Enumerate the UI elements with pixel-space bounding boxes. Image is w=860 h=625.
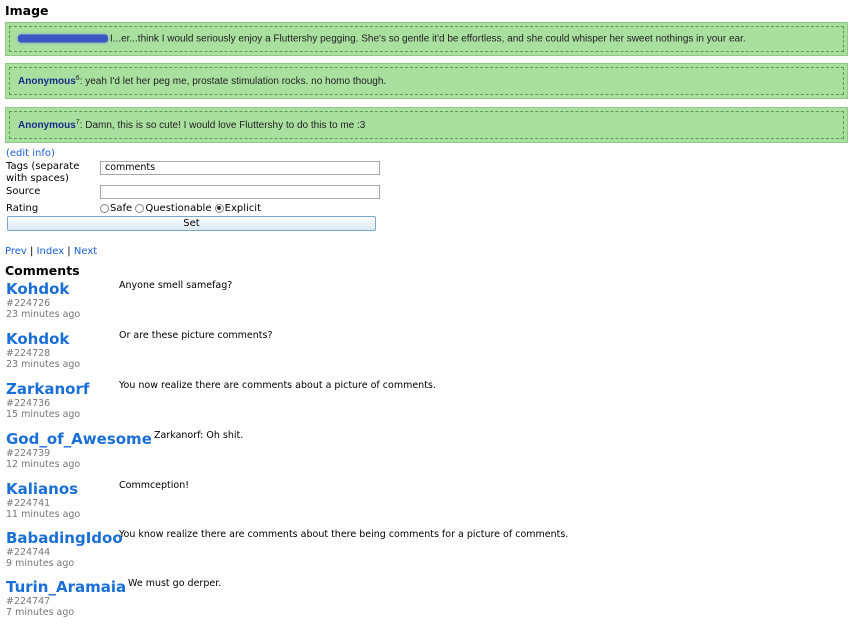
comment-text: Or are these picture comments? [119, 330, 273, 341]
post-number: 6 [75, 74, 80, 82]
nav-separator: | [30, 246, 34, 257]
rating-option-label: Questionable [145, 203, 212, 214]
image-post-text [18, 34, 746, 45]
next-link[interactable]: Next [73, 246, 98, 257]
rating-safe-option[interactable] [100, 203, 132, 214]
comment-id: #224728 [6, 348, 51, 359]
comment-text: You know realize there are comments about there being comments for a picture of comments. [119, 529, 569, 540]
comment-time: 23 minutes ago [6, 359, 81, 370]
rating-option-label: Safe [110, 203, 133, 214]
comment-text: Anyone smell samefag? [119, 280, 233, 291]
comment-id: #224747 [6, 596, 51, 607]
radio-icon [100, 204, 109, 213]
edit-info-link[interactable]: (edit info) [6, 148, 55, 159]
image-post [5, 63, 848, 99]
comment-username[interactable]: Kohdok [6, 280, 70, 298]
rating-radio-group [100, 203, 261, 215]
comment-username[interactable]: BabadingIdoo [6, 529, 123, 547]
image-post [5, 107, 848, 143]
comment-username[interactable]: God_of_Awesome [6, 430, 152, 448]
nav-separator: | [67, 246, 71, 257]
comment-id: #224726 [6, 298, 51, 309]
comment-username[interactable]: Kohdok [6, 330, 70, 348]
comment-id: #224744 [6, 547, 51, 558]
image-post-inner [9, 111, 844, 139]
post-author: Anonymous [18, 76, 76, 88]
radio-selected-icon [215, 204, 224, 213]
rating-label: Rating [6, 203, 39, 214]
set-button[interactable]: Set [7, 216, 376, 231]
comments-heading: Comments [5, 263, 80, 278]
comment-text: Commception! [119, 480, 190, 491]
comment-time: 11 minutes ago [6, 509, 81, 520]
image-post-text [18, 75, 386, 87]
index-link[interactable]: Index [36, 246, 65, 257]
comment-time: 15 minutes ago [6, 409, 81, 420]
post-body: : Damn, this is so cute! I would love Fluttershy to do this to me :3 [79, 120, 366, 132]
comment-text: You now realize there are comments about a picture of comments. [119, 380, 436, 391]
comment-text: Zarkanorf: Oh shit. [154, 430, 244, 441]
radio-icon [135, 204, 144, 213]
source-input[interactable] [100, 185, 380, 199]
comment-text: We must go derper. [128, 578, 222, 589]
comment-id: #224736 [6, 398, 51, 409]
post-body: : yeah I'd let her peg me, prostate stimulation rocks. no homo though. [79, 76, 387, 88]
rating-explicit-option[interactable] [215, 203, 261, 214]
redacted-author [18, 35, 108, 43]
post-body: I...er...think I would seriously enjoy a Fluttershy pegging. She's so gentle it'd be effortless, and she could whisper her sweet nothings in your ear. [110, 33, 746, 45]
post-author: Anonymous [18, 120, 76, 132]
rating-option-label: Explicit [224, 203, 262, 214]
comment-username[interactable]: Turin_Aramaia [6, 578, 127, 596]
image-heading: Image [5, 3, 49, 18]
comment-username[interactable]: Zarkanorf [6, 380, 90, 398]
image-post-text [18, 119, 365, 131]
image-navigation [5, 246, 97, 257]
comment-id: #224739 [6, 448, 51, 459]
rating-questionable-option[interactable] [135, 203, 211, 214]
prev-link[interactable]: Prev [5, 246, 27, 257]
image-post [5, 22, 848, 56]
tags-input[interactable]: comments [100, 161, 380, 175]
post-number: 7 [75, 118, 80, 126]
image-post-inner [9, 67, 844, 95]
comment-username[interactable]: Kalianos [6, 480, 79, 498]
image-post-inner [9, 26, 844, 52]
comment-time: 23 minutes ago [6, 309, 81, 320]
tags-label: Tags (separate with spaces) [6, 161, 80, 184]
comment-time: 12 minutes ago [6, 459, 81, 470]
comment-time: 7 minutes ago [6, 607, 75, 618]
comment-time: 9 minutes ago [6, 558, 75, 569]
comment-id: #224741 [6, 498, 51, 509]
source-label: Source [6, 186, 41, 197]
